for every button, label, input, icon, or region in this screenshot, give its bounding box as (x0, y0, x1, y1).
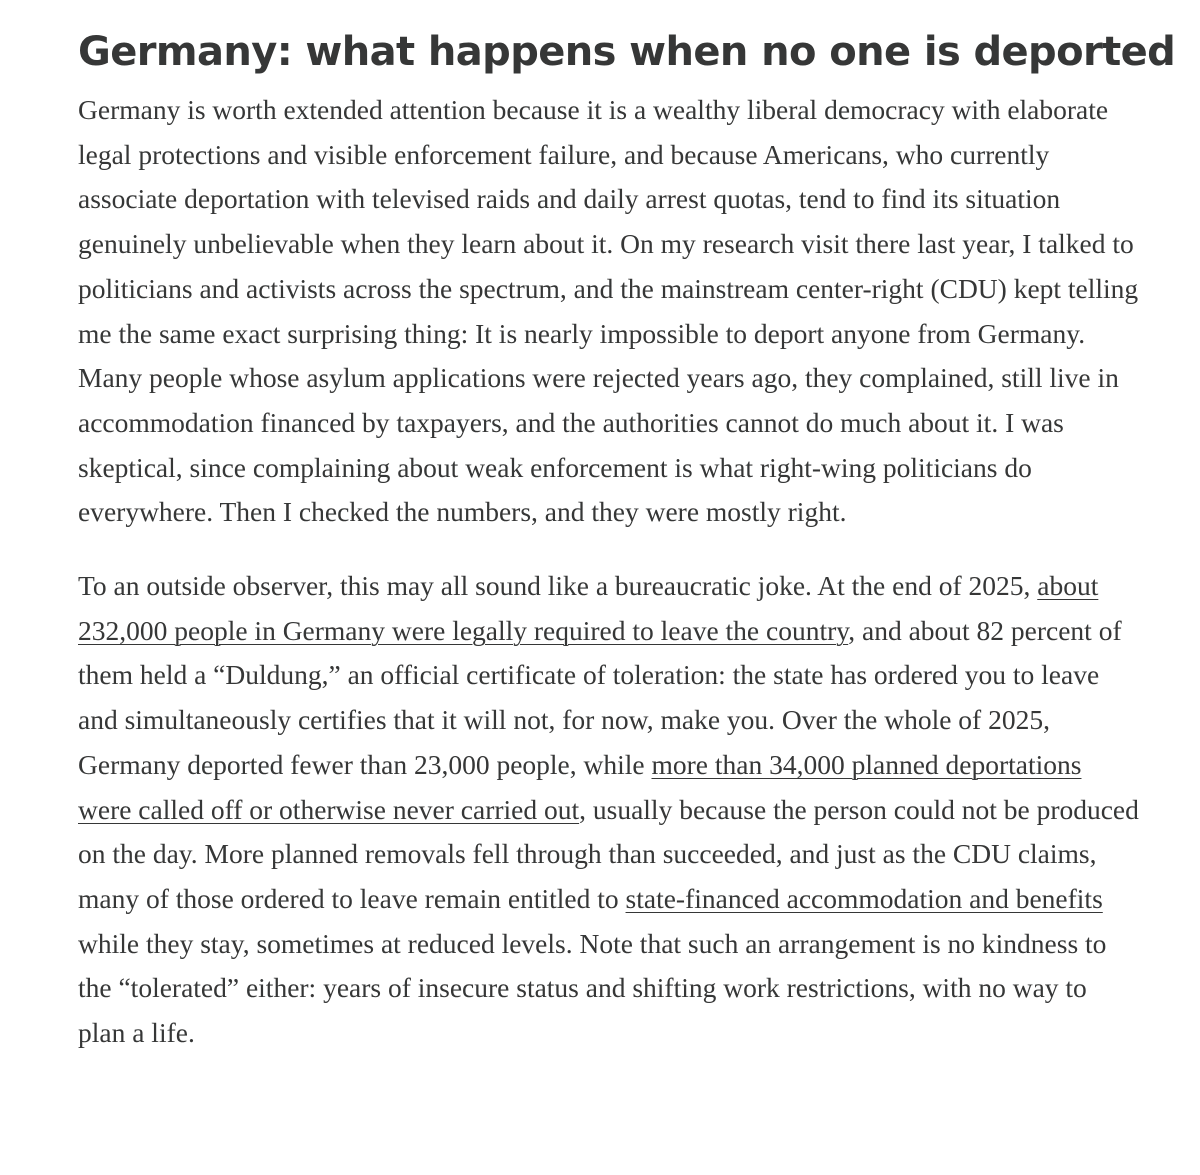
article-paragraph-1: Germany is worth extended attention because it is a wealthy liberal democracy with elaborate legal protections and visible enforcement failure, and because Americans, who currently associate deportation with televised raids and daily arrest quotas, tend to find its situation genuinely unbelievable when they learn about it. On my research visit there last year, I talked to politicians and activists across the spectrum, and the mainstream center-right (CDU) kept telling me the same exact surprising thing: It is nearly impossible to deport anyone from Germany. Many people whose asylum applications were rejected years ago, they complained, still live in accommodation financed by taxpayers, and the authorities cannot do much about it. I was skeptical, since complaining about weak enforcement is what right-wing politicians do everywhere. Then I checked the numbers, and they were mostly right. (78, 94, 1139, 528)
article-title: Germany: what happens when no one is deported (78, 29, 1176, 75)
article (78, 0, 1176, 1056)
paragraph-text: , and about 82 percent of them held a “Duldung,” an official certificate of toleration: the state has ordered you to leave and simultaneously certifies that it will not, for now, make you. Over the whole of 2025, Germany deported fewer than 23,000 people, while (78, 614, 1122, 780)
article-paragraph-2 (78, 564, 1140, 1056)
link-planned-deportations-called-off[interactable]: more than 34,000 planned deportations were called off or otherwise never carried out (78, 748, 1082, 825)
paragraph-text: while they stay, sometimes at reduced levels. Note that such an arrangement is no kindness to the “tolerated” either: years of insecure status and shifting work restrictions, with no way to plan a life. (78, 927, 1107, 1049)
paragraph-text: To an outside observer, this may all sound like a bureaucratic joke. At the end of 2025, (78, 570, 1038, 602)
link-state-financed-accommodation[interactable]: state-financed accommodation and benefits (625, 882, 1103, 914)
paragraph-text: , usually because the person could not be produced on the day. More planned removals fell through than succeeded, and just as the CDU claims, many of those ordered to leave remain entitled to (78, 793, 1139, 914)
link-legally-required-to-leave[interactable]: about 232,000 people in Germany were legally required to leave the country (78, 570, 1099, 646)
